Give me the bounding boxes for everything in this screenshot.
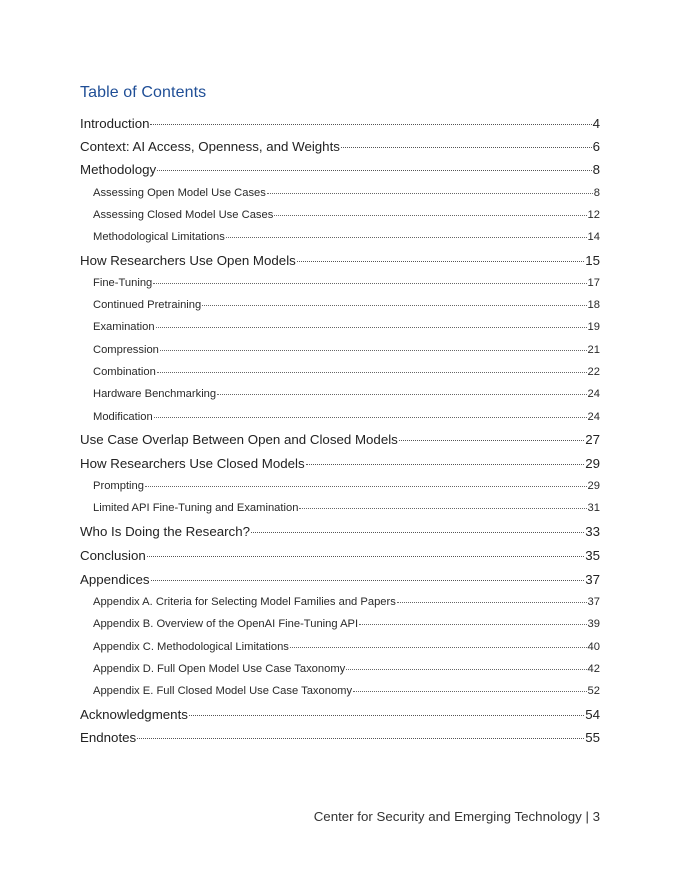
toc-entry-label: Introduction bbox=[80, 116, 150, 131]
toc-entry-page: 29 bbox=[585, 456, 600, 471]
dot-leader bbox=[157, 170, 591, 171]
dot-leader bbox=[150, 124, 591, 125]
toc-entry-label: Who Is Doing the Research? bbox=[80, 524, 250, 539]
toc-entry-page: 12 bbox=[587, 209, 600, 221]
toc-entry-label: Appendix B. Overview of the OpenAI Fine-Tuning API bbox=[93, 618, 359, 630]
dot-leader bbox=[217, 394, 586, 395]
toc-entry-label: Prompting bbox=[93, 480, 144, 492]
toc-entry-page: 27 bbox=[585, 432, 600, 447]
toc-entry-page: 21 bbox=[587, 344, 600, 356]
toc-entry-prompting[interactable] bbox=[80, 480, 600, 492]
toc-entry-label: Use Case Overlap Between Open and Closed Models bbox=[80, 432, 398, 447]
toc-entry-context[interactable] bbox=[80, 139, 600, 154]
toc-entry-page: 18 bbox=[587, 299, 600, 311]
toc-entry-endnotes[interactable] bbox=[80, 730, 600, 745]
toc-entry-assessing-closed[interactable] bbox=[80, 209, 600, 221]
toc-entry-label: Examination bbox=[93, 321, 155, 333]
toc-entry-label: Hardware Benchmarking bbox=[93, 388, 217, 400]
toc-entry-page: 6 bbox=[592, 139, 600, 154]
toc-entry-appendix-a[interactable] bbox=[80, 596, 600, 608]
toc-entry-page: 8 bbox=[592, 162, 600, 177]
toc-entry-appendix-b[interactable] bbox=[80, 618, 600, 630]
dot-leader bbox=[202, 305, 586, 306]
toc-entry-continued-pretraining[interactable] bbox=[80, 299, 600, 311]
dot-leader bbox=[306, 464, 585, 465]
toc-entry-label: Appendix E. Full Closed Model Use Case Taxonomy bbox=[93, 685, 353, 697]
dot-leader bbox=[157, 372, 587, 373]
toc-entry-page: 54 bbox=[585, 707, 600, 722]
toc-entry-label: How Researchers Use Open Models bbox=[80, 253, 296, 268]
toc-entry-page: 15 bbox=[585, 253, 600, 268]
dot-leader bbox=[299, 508, 586, 509]
dot-leader bbox=[145, 486, 587, 487]
dot-leader bbox=[274, 215, 586, 216]
dot-leader bbox=[137, 738, 584, 739]
toc-entry-label: Continued Pretraining bbox=[93, 299, 202, 311]
toc-entry-page: 17 bbox=[587, 277, 600, 289]
dot-leader bbox=[353, 691, 586, 692]
toc-entry-page: 24 bbox=[587, 411, 600, 423]
toc-entry-use-case-overlap[interactable] bbox=[80, 432, 600, 447]
toc-entry-page: 37 bbox=[587, 596, 600, 608]
toc-entry-page: 4 bbox=[592, 116, 600, 131]
toc-entry-modification[interactable] bbox=[80, 411, 600, 423]
dot-leader bbox=[399, 440, 584, 441]
dot-leader bbox=[160, 350, 587, 351]
toc-entry-appendix-e[interactable] bbox=[80, 685, 600, 697]
dot-leader bbox=[346, 669, 586, 670]
dot-leader bbox=[154, 417, 587, 418]
toc-entry-label: Limited API Fine-Tuning and Examination bbox=[93, 502, 299, 514]
toc-entry-label: Appendices bbox=[80, 572, 150, 587]
toc-entry-label: Context: AI Access, Openness, and Weights bbox=[80, 139, 340, 154]
toc-entry-page: 8 bbox=[593, 187, 600, 199]
toc-entry-page: 42 bbox=[587, 663, 600, 675]
dot-leader bbox=[251, 532, 584, 533]
dot-leader bbox=[359, 624, 586, 625]
toc-entry-page: 19 bbox=[587, 321, 600, 333]
toc-entry-label: Modification bbox=[93, 411, 153, 423]
dot-leader bbox=[151, 580, 585, 581]
dot-leader bbox=[189, 715, 584, 716]
toc-entry-page: 31 bbox=[587, 502, 600, 514]
toc-entry-page: 52 bbox=[587, 685, 600, 697]
toc-entry-label: Appendix D. Full Open Model Use Case Taxonomy bbox=[93, 663, 346, 675]
toc-entry-methodology[interactable] bbox=[80, 162, 600, 177]
toc-entry-label: Methodological Limitations bbox=[93, 231, 225, 243]
toc-entry-who-research[interactable] bbox=[80, 524, 600, 539]
toc-entry-label: Compression bbox=[93, 344, 159, 356]
toc-entry-hardware-benchmarking[interactable] bbox=[80, 388, 600, 400]
toc-entry-page: 37 bbox=[585, 572, 600, 587]
toc-entry-combination[interactable] bbox=[80, 366, 600, 378]
dot-leader bbox=[290, 647, 587, 648]
toc-entry-appendix-d[interactable] bbox=[80, 663, 600, 675]
toc-entry-page: 39 bbox=[587, 618, 600, 630]
toc-entry-page: 29 bbox=[587, 480, 600, 492]
toc-entry-page: 33 bbox=[585, 524, 600, 539]
toc-entry-assessing-open[interactable] bbox=[80, 187, 600, 199]
toc-entry-label: Combination bbox=[93, 366, 156, 378]
dot-leader bbox=[226, 237, 587, 238]
toc-entry-label: Assessing Open Model Use Cases bbox=[93, 187, 266, 199]
toc-entry-label: How Researchers Use Closed Models bbox=[80, 456, 305, 471]
toc-entry-label: Appendix A. Criteria for Selecting Model Families and Papers bbox=[93, 596, 396, 608]
dot-leader bbox=[341, 147, 592, 148]
dot-leader bbox=[147, 556, 584, 557]
toc-title: Table of Contents bbox=[80, 84, 207, 101]
toc-entry-label: Conclusion bbox=[80, 548, 146, 563]
toc-entry-conclusion[interactable] bbox=[80, 548, 600, 563]
toc-entry-label: Appendix C. Methodological Limitations bbox=[93, 641, 289, 653]
dot-leader bbox=[297, 261, 584, 262]
toc-entry-appendices[interactable] bbox=[80, 572, 600, 587]
toc-entry-open-models[interactable] bbox=[80, 253, 600, 268]
toc-entry-limited-api[interactable] bbox=[80, 502, 600, 514]
toc-entry-label: Assessing Closed Model Use Cases bbox=[93, 209, 274, 221]
toc-entry-acknowledgments[interactable] bbox=[80, 707, 600, 722]
table-of-contents bbox=[80, 0, 600, 880]
toc-entry-examination[interactable] bbox=[80, 321, 600, 333]
toc-entry-page: 35 bbox=[585, 548, 600, 563]
toc-entry-page: 22 bbox=[587, 366, 600, 378]
toc-entry-introduction[interactable] bbox=[80, 116, 600, 131]
toc-entry-methodological-limitations[interactable] bbox=[80, 231, 600, 243]
toc-entry-appendix-c[interactable] bbox=[80, 641, 600, 653]
toc-entry-label: Acknowledgments bbox=[80, 707, 188, 722]
dot-leader bbox=[267, 193, 593, 194]
page-footer: Center for Security and Emerging Technology | 3 bbox=[313, 809, 600, 824]
toc-entry-label: Endnotes bbox=[80, 730, 137, 745]
toc-entry-page: 24 bbox=[587, 388, 600, 400]
toc-entry-closed-models[interactable] bbox=[80, 456, 600, 471]
dot-leader bbox=[156, 327, 587, 328]
toc-entry-page: 40 bbox=[587, 641, 600, 653]
toc-entry-label: Methodology bbox=[80, 162, 157, 177]
toc-entry-label: Fine-Tuning bbox=[93, 277, 153, 289]
toc-entry-page: 55 bbox=[585, 730, 600, 745]
dot-leader bbox=[153, 283, 586, 284]
toc-entry-fine-tuning[interactable] bbox=[80, 277, 600, 289]
dot-leader bbox=[397, 602, 587, 603]
toc-entry-compression[interactable] bbox=[80, 344, 600, 356]
toc-entry-page: 14 bbox=[587, 231, 600, 243]
